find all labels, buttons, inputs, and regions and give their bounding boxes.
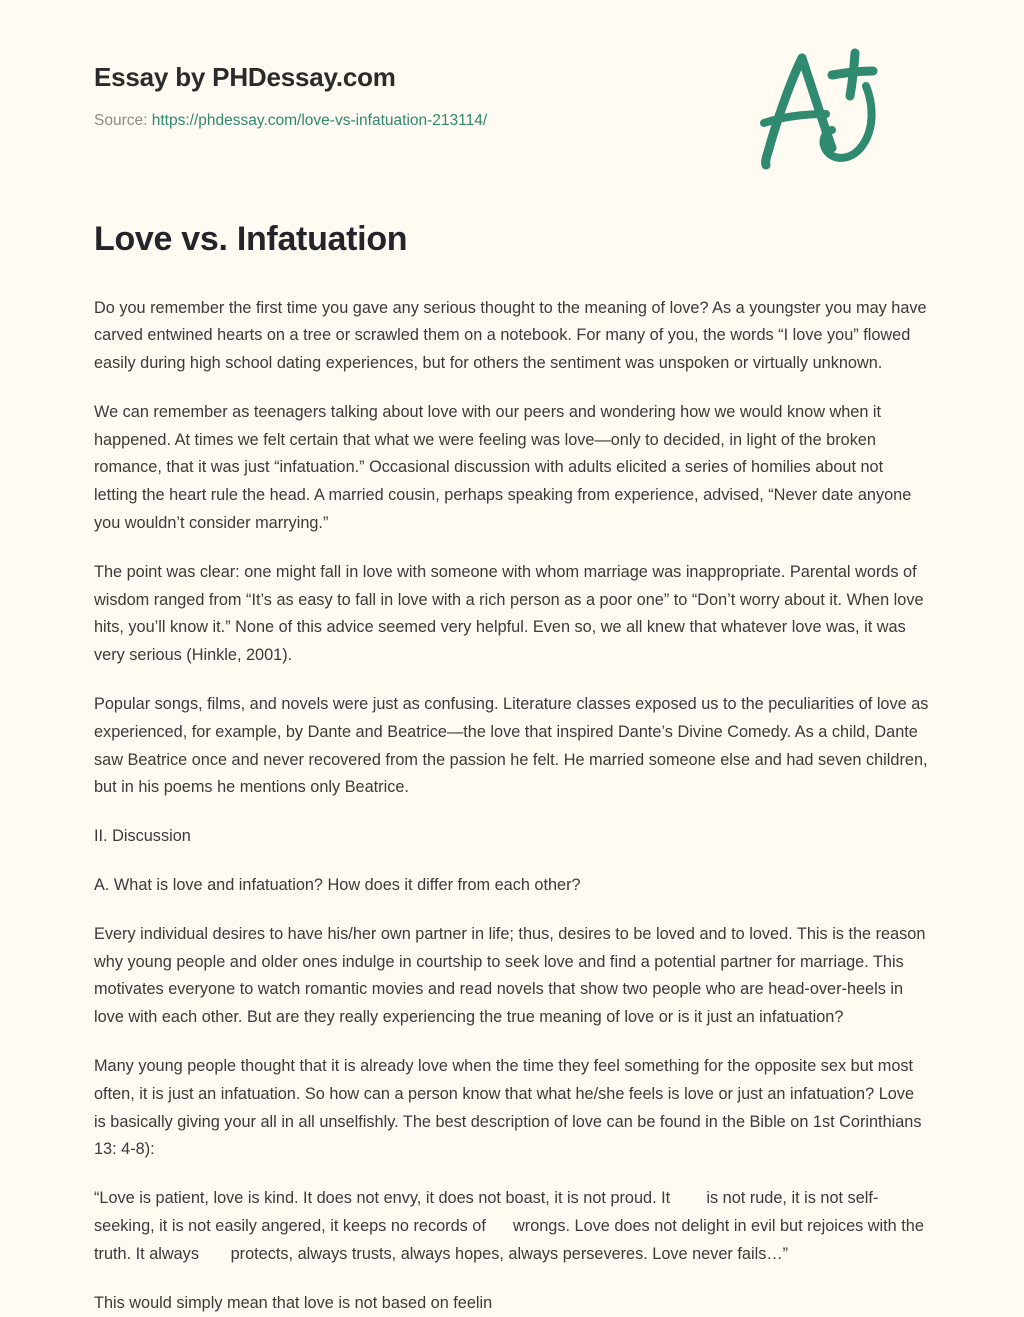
page-title: Love vs. Infatuation: [94, 220, 408, 258]
paragraph: The point was clear: one might fall in love with someone with whom marriage was inappropriate. Parental words of wisdom ranged from “It’s as easy to fall in love with a rich person as a poor one” to “Don’t worry about it. When love hits, you’ll know it.” None of this advice seemed very helpful. Even so, we all knew that whatever love was, it was very serious (Hinkle, 2001).: [94, 562, 929, 665]
bible-quote: “Love is patient, love is kind. It does not envy, it does not boast, it is not proud. It is not rude, it is not self-seeking, it is not easily angered, it keeps no records of wrongs. Love does not delight in evil but rejoices with the truth. It always protects, always trusts, always hopes, always perseveres. Love never fails…”: [94, 1189, 929, 1263]
a-plus-logo-icon: [740, 44, 890, 172]
paragraph: Many young people thought that it is already love when the time they feel something for the opposite sex but most often, it is just an infatuation. So how can a person know that what he/she feels is love or just an infatuation? Love is basically giving your all in all unselfishly. The best description of love can be found in the Bible on 1st Corinthians 13: 4-8):: [94, 1057, 927, 1159]
paragraph: We can remember as teenagers talking about love with our peers and wondering how we would know when it happened. At times we felt certain that what we were feeling was love—only to decided, in light of the broken romance, that it was just “infatuation.” Occasional discussion with adults elicited a series of homilies about not letting the heart rule the head. A married cousin, perhaps speaking from experience, advised, “Never date anyone you wouldn’t consider marrying.”: [94, 402, 916, 533]
section-heading-discussion: II. Discussion: [94, 827, 191, 846]
page-header: [94, 0, 930, 172]
paragraph-truncated: This would simply mean that love is not based on feelin: [94, 1293, 493, 1312]
source-url-link[interactable]: https://phdessay.com/love-vs-infatuation-213114/: [151, 112, 488, 130]
source-label: Source:: [94, 112, 148, 130]
essay-body: [94, 218, 933, 1317]
brand-title: Essay by PHDessay.com: [94, 62, 396, 92]
paragraph: Do you remember the first time you gave any serious thought to the meaning of love? As a youngster you may have carved entwined hearts on a tree or scrawled them on a notebook. For many of you, the words “I love you” flowed easily during high school dating experiences, but for others the sentiment was unspoken or virtually unknown.: [94, 298, 932, 373]
paragraph: Popular songs, films, and novels were just as confusing. Literature classes exposed us to the peculiarities of love as experienced, for example, by Dante and Beatrice—the love that inspired Dante’s Divine Comedy. As a child, Dante saw Beatrice once and never recovered from the passion he felt. He married someone else and had seven children, but in his poems he mentions only Beatrice.: [94, 695, 933, 797]
subsection-heading-question: A. What is love and infatuation? How does it differ from each other?: [94, 876, 581, 895]
paragraph: Every individual desires to have his/her own partner in life; thus, desires to be loved and to loved. This is the reason why young people and older ones indulge in courtship to seek love and find a potential partner for marriage. This motivates everyone to watch romantic movies and read novels that show two people who are head-over-heels in love with each other. But are they really experiencing the true meaning of love or is it just an infatuation?: [94, 924, 930, 1027]
